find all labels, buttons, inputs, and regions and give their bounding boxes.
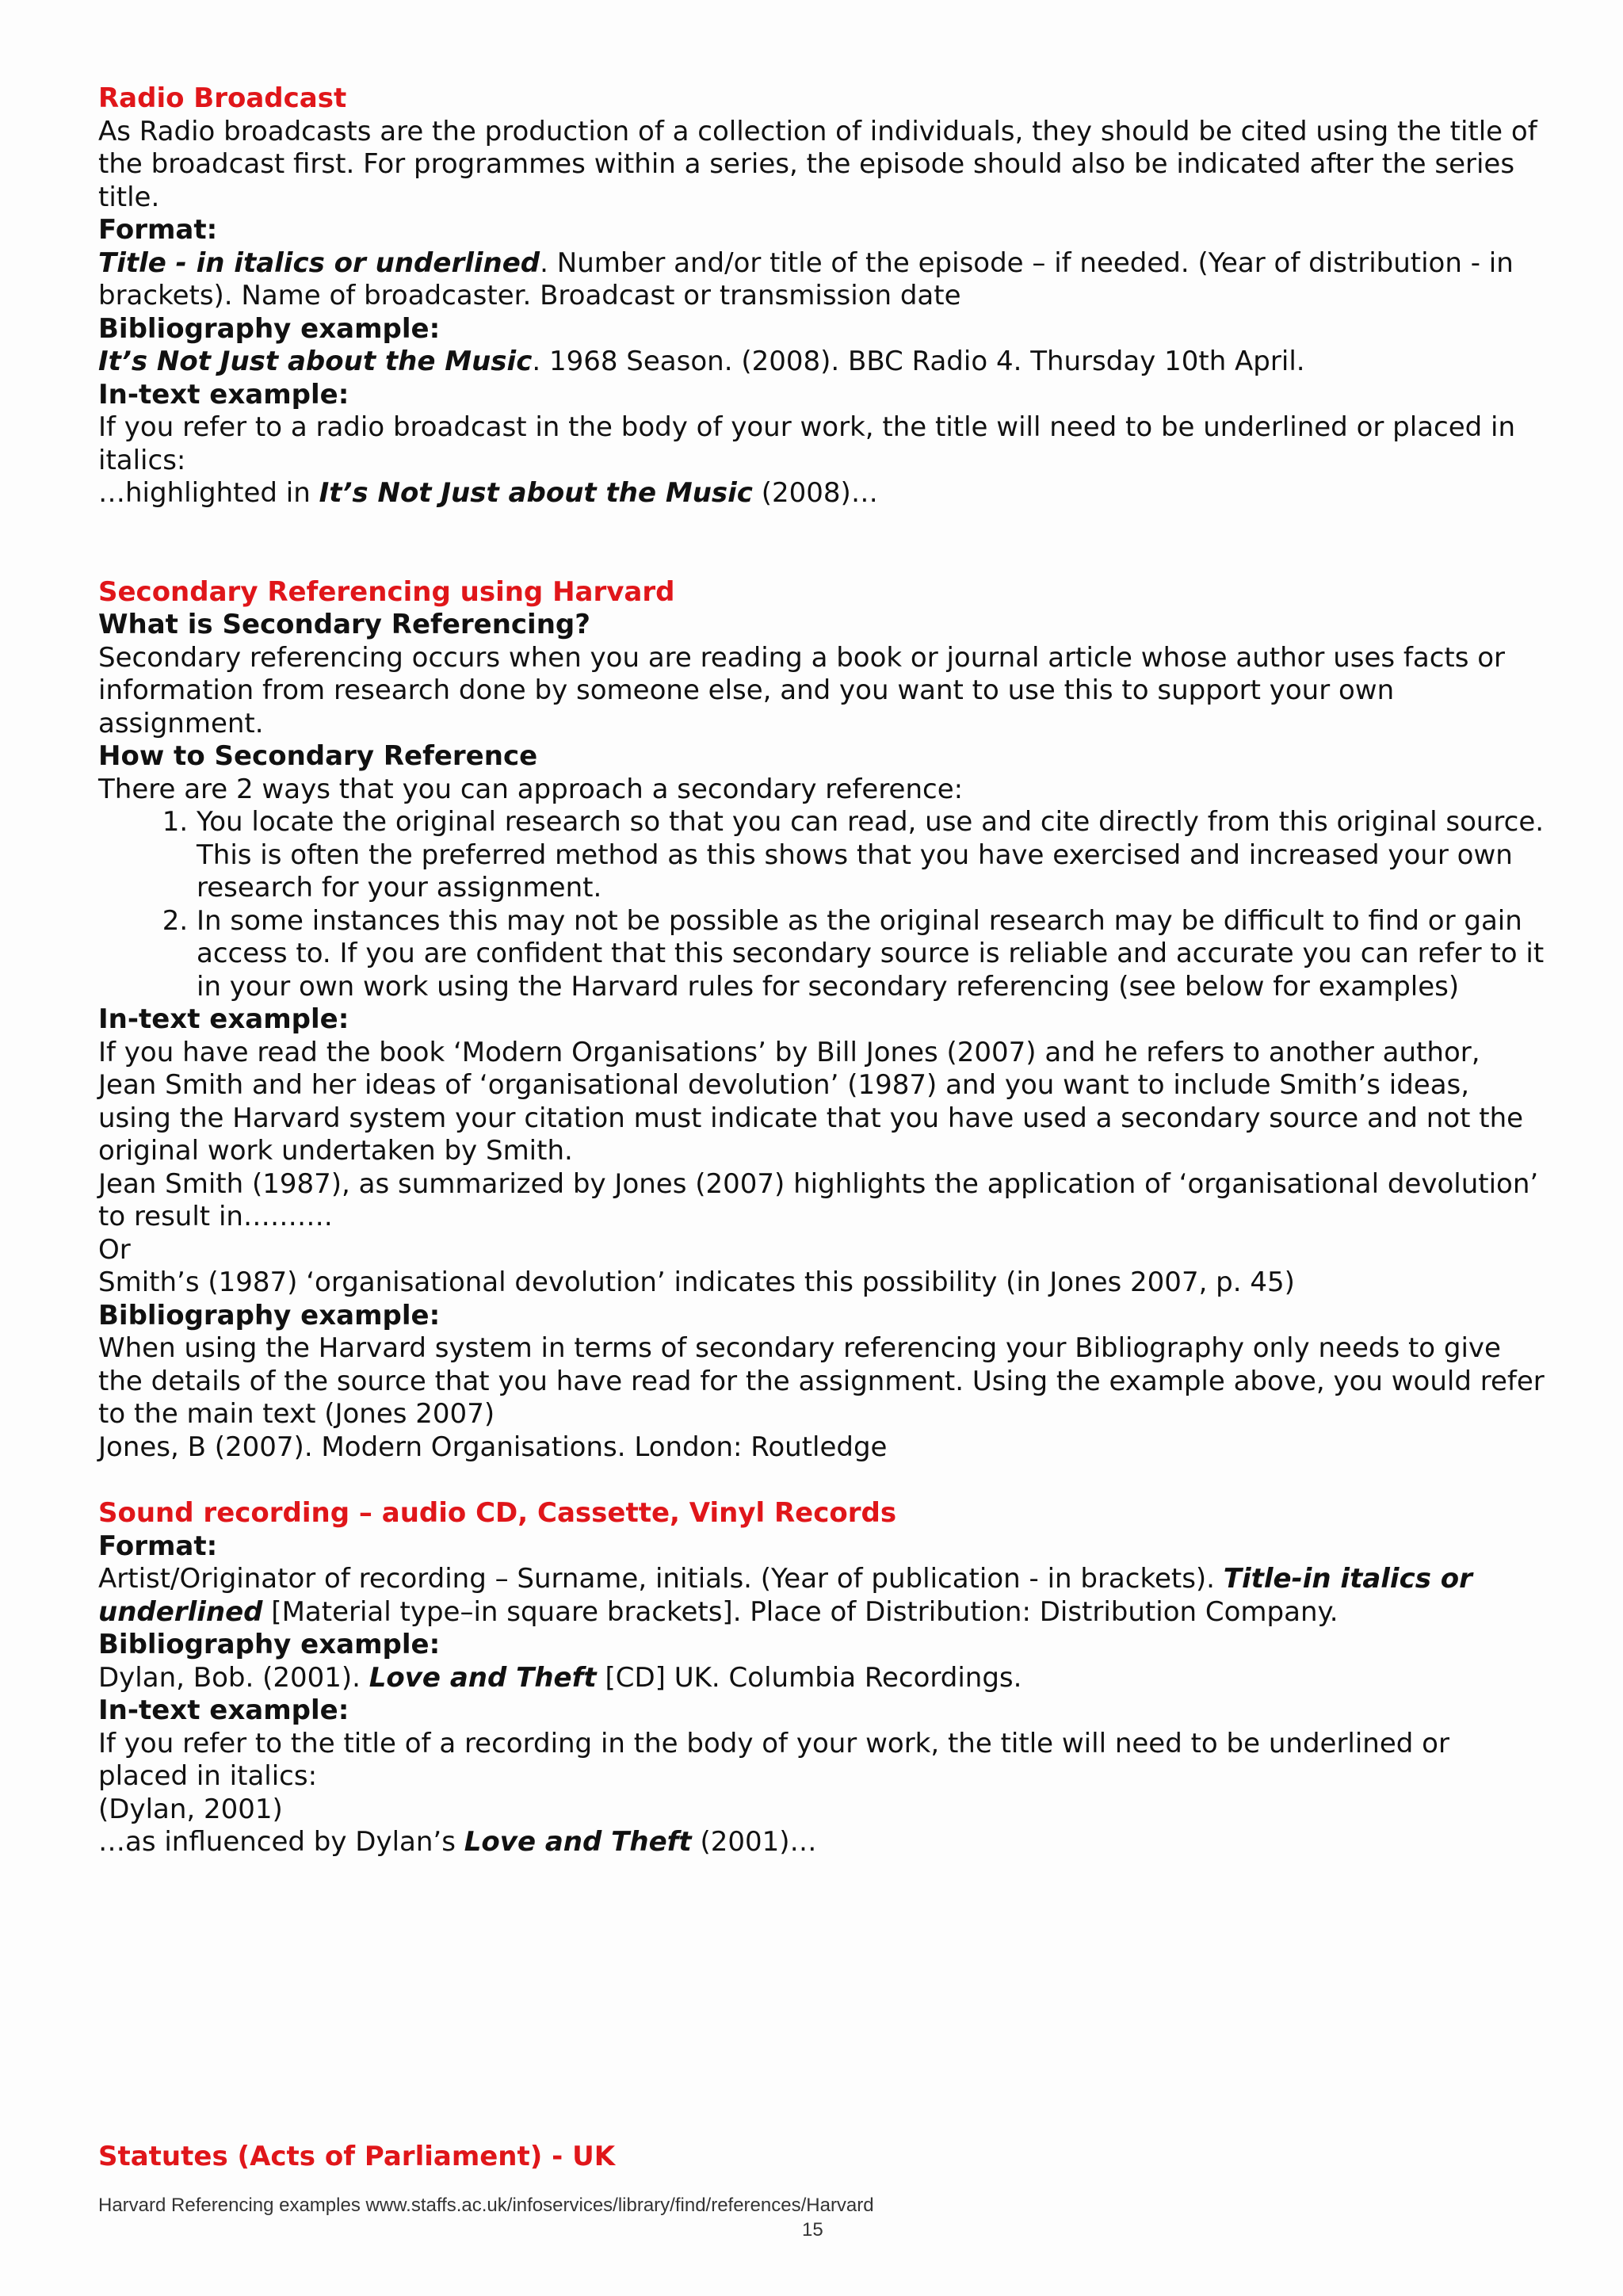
radio-format-title: Title - in italics or underlined <box>98 246 540 279</box>
radio-bib-title: It’s Not Just about the Music <box>98 346 533 377</box>
secondary-intext-example-2: Smith’s (1987) ‘organisational devolution’ indicates this possibility (in Jones 2007, p. 45) <box>98 1266 1295 1298</box>
section-spacer <box>98 1464 1545 1497</box>
sound-intext-title: Love and Theft <box>464 1826 692 1858</box>
radio-bib-rest: . 1968 Season. (2008). BBC Radio 4. Thursday 10th April. <box>532 346 1305 377</box>
secondary-intext-label: In-text example: <box>98 1003 349 1035</box>
radio-intext-post: (2008)… <box>752 477 878 509</box>
secondary-steps-list <box>98 806 1545 1003</box>
secondary-what-text: Secondary referencing occurs when you are reading a book or journal article whose author uses facts or information from research done by someone else, and you want to use this to support your own assignment. <box>98 641 1506 739</box>
radio-intro: As Radio broadcasts are the production of a collection of individuals, they should be cited using the title of the broadcast first. For programmes within a series, the episode should also be indicated after the series title. <box>98 115 1537 213</box>
radio-format <box>98 247 1545 313</box>
secondary-how-intro: There are 2 ways that you can approach a secondary reference: <box>98 773 964 805</box>
sound-format-post: [Material type–in square brackets]. Place of Distribution: Distribution Company. <box>262 1595 1338 1628</box>
radio-intext-example <box>98 477 1545 510</box>
secondary-bib-para: When using the Harvard system in terms of secondary referencing your Bibliography only needs to give the details of the source that you have read for the assignment. Using the example above, you would refer to the main text (Jones 2007) <box>98 1332 1545 1430</box>
sound-format <box>98 1563 1545 1629</box>
page-content <box>98 82 1545 1859</box>
sound-format-label: Format: <box>98 1530 218 1562</box>
radio-bib-example <box>98 346 1545 379</box>
sound-format-title: Title-in italics or underlined <box>98 1563 1472 1628</box>
sound-bib-post: [CD] UK. Columbia Recordings. <box>596 1661 1022 1694</box>
radio-intext-label: In-text example: <box>98 378 349 411</box>
radio-heading: Radio Broadcast <box>98 82 347 114</box>
sound-bib-pre: Dylan, Bob. (2001). <box>98 1661 369 1694</box>
sound-bib-label: Bibliography example: <box>98 1629 441 1660</box>
statutes-heading: Statutes (Acts of Parliament) - UK <box>98 2141 616 2172</box>
secondary-heading: Secondary Referencing using Harvard <box>98 575 675 608</box>
sound-intext-pre: …as influenced by Dylan’s <box>98 1826 464 1858</box>
secondary-intext-or: Or <box>98 1233 131 1266</box>
radio-bib-label: Bibliography example: <box>98 312 441 345</box>
sound-heading: Sound recording – audio CD, Cassette, Vinyl Records <box>98 1497 897 1529</box>
secondary-how-label: How to Secondary Reference <box>98 740 538 772</box>
sound-format-pre: Artist/Originator of recording – Surname, initials. (Year of publication - in brackets). <box>98 1563 1224 1595</box>
radio-intext-desc: If you refer to a radio broadcast in the body of your work, the title will need to be underlined or placed in italics: <box>98 411 1516 476</box>
secondary-intext-para: If you have read the book ‘Modern Organisations’ by Bill Jones (2007) and he refers to another author, Jean Smith and her ideas of ‘organisational devolution’ (1987) and you want to include Smith’s ideas, using the Harvard system your citation must indicate that you have used a secondary source and not the original work undertaken by Smith. <box>98 1036 1524 1167</box>
radio-intext-pre: …highlighted in <box>98 477 319 509</box>
radio-format-label: Format: <box>98 214 218 246</box>
sound-intext-post: (2001)… <box>691 1826 817 1858</box>
sound-intext-cite: (Dylan, 2001) <box>98 1793 283 1825</box>
list-item: 2. In some instances this may not be possible as the original research may be difficult to find or gain access to. If you are confident that this secondary source is reliable and accurate you can refer to it in your own work using the Harvard rules for secondary referencing (see below for examples) <box>197 905 1545 1004</box>
footer-text: Harvard Referencing examples www.staffs.ac.uk/infoservices/library/find/references/Harvard <box>98 2195 874 2216</box>
sound-bib-example <box>98 1662 1545 1695</box>
section-spacer <box>98 510 1545 576</box>
sound-intext-desc: If you refer to the title of a recording in the body of your work, the title will need to be underlined or placed in italics: <box>98 1727 1449 1792</box>
list-item: 1. You locate the original research so that you can read, use and cite directly from this original source. This is often the preferred method as this shows that you have exercised and increased your own research for your assignment. <box>197 806 1545 905</box>
secondary-bib-example: Jones, B (2007). Modern Organisations. London: Routledge <box>98 1431 888 1463</box>
sound-intext-example <box>98 1826 1545 1859</box>
sound-bib-title: Love and Theft <box>369 1661 597 1694</box>
secondary-intext-example-1: Jean Smith (1987), as summarized by Jones (2007) highlights the application of ‘organisational devolution’ to result in………. <box>98 1167 1539 1232</box>
secondary-bib-label: Bibliography example: <box>98 1299 441 1331</box>
radio-intext-title: It’s Not Just about the Music <box>319 477 753 509</box>
secondary-what-label: What is Secondary Referencing? <box>98 609 590 640</box>
sound-intext-label: In-text example: <box>98 1694 349 1726</box>
radio-format-rest: . Number and/or title of the episode – if needed. (Year of distribution - in brackets). Name of broadcaster. Broadcast or transmission date <box>98 246 1514 311</box>
page-number: 15 <box>802 2219 823 2241</box>
